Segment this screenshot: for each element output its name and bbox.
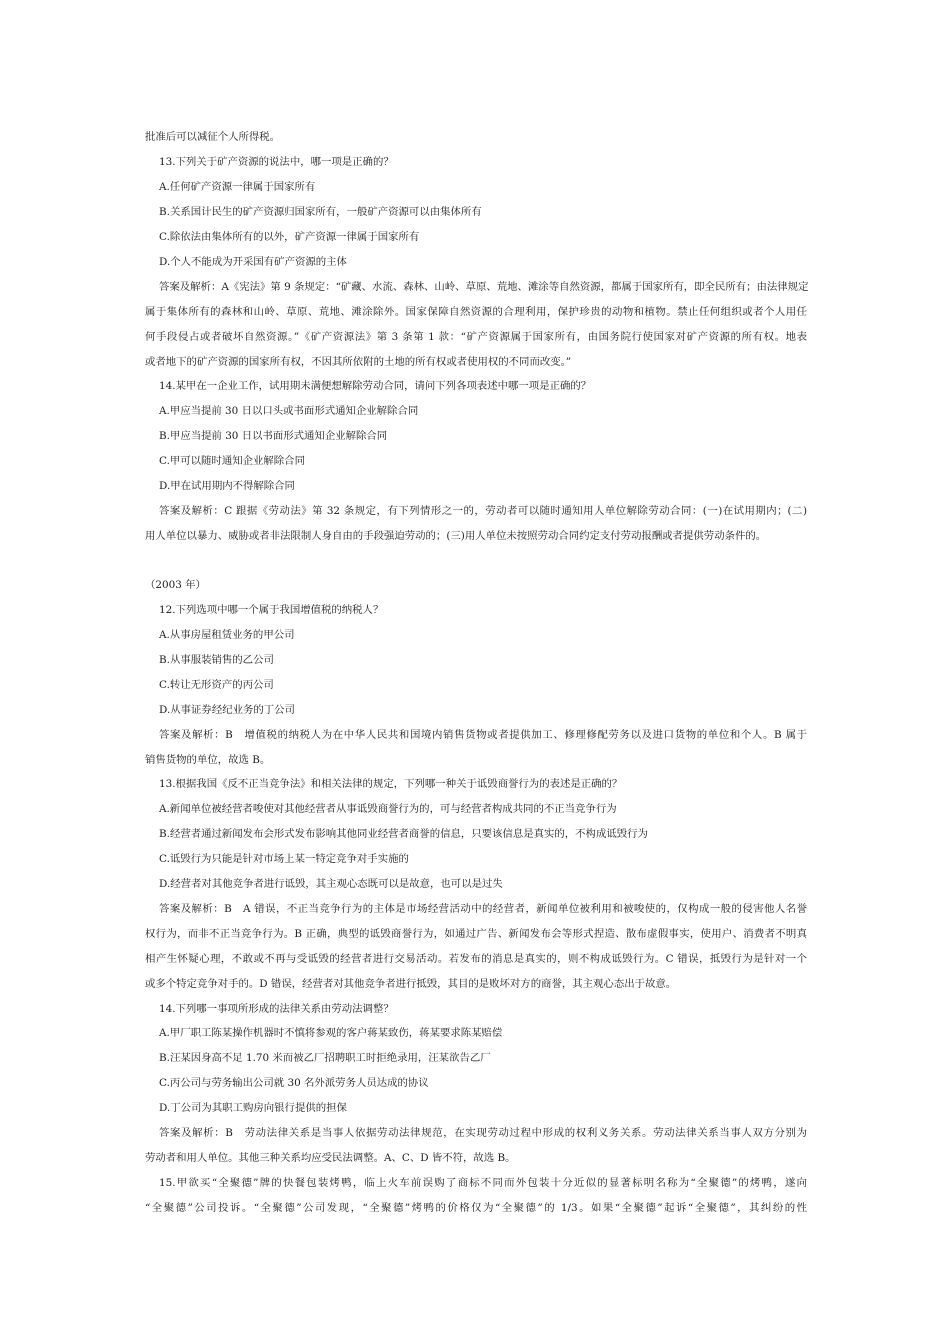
question-heading: 14.下列哪一事项所形成的法律关系由劳动法调整？ [159, 1003, 394, 1015]
paragraph-line: 批准后可以减征个人所得税。 [145, 131, 281, 143]
option-line: A.甲应当提前 30 日以口头或书面形式通知企业解除合同 [159, 405, 419, 417]
option-line: D.从事证券经纪业务的丁公司 [159, 704, 295, 716]
option-line: D.甲在试用期内不得解除合同 [159, 480, 295, 492]
answer-explanation: 答案及解析：A《宪法》第 9 条规定：“矿藏、水流、森林、山岭、草原、荒地、滩涂等自然资源，都属于国家所有，即全民所有；由法律规定 [159, 281, 809, 293]
option-line: A.从事房屋租赁业务的甲公司 [159, 629, 295, 641]
question-heading: 15.甲欲买“全聚德”牌的快餐包装烤鸭，临上火车前误购了商标不同而外包装十分近似的显著标明名称为“全聚德”的烤鸭，遂向 [159, 1177, 807, 1189]
answer-explanation: 答案及解析：B 劳动法律关系是当事人依据劳动法律规范，在实现劳动过程中形成的权利义务关系。劳动法律关系当事人双方分别为 [159, 1127, 807, 1139]
option-line: D.丁公司为其职工购房向银行提供的担保 [159, 1102, 347, 1114]
option-line: B.经营者通过新闻发布会形式发布影响其他同业经营者商誉的信息，只要该信息是真实的，不构成诋毁行为 [159, 828, 648, 840]
answer-explanation: 或多个特定竞争对手的。D 错误，经营者对其他竞争者进行抵毁，其目的是败坏对方的商誉，其主观心态出于故意。 [145, 978, 677, 990]
answer-explanation: 答案及解析：C 跟据《劳动法》第 32 条规定，有下列情形之一的，劳动者可以随时通知用人单位解除劳动合同：(一)在试用期内；(二) [159, 505, 807, 517]
option-line: B.汪某因身高不足 1.70 米而被乙厂招聘职工时拒绝录用，汪某欲告乙厂 [159, 1052, 491, 1064]
option-line: C.转让无形资产的丙公司 [159, 679, 274, 691]
answer-explanation: 属于集体所有的森林和山岭、草原、荒地、滩涂除外。国家保障自然资源的合理利用，保护珍贵的动物和植物。禁止任何组织或者个人用任 [145, 306, 807, 318]
answer-explanation: 销售货物的单位，故选 B。 [145, 754, 271, 766]
question-heading: 12.下列选项中哪一个属于我国增值税的纳税人？ [159, 604, 384, 616]
answer-explanation: 用人单位以暴力、威胁或者非法限制人身自由的手段强迫劳动的；(三)用人单位未按照劳动合同约定支付劳动报酬或者提供劳动条件的。 [145, 530, 767, 542]
option-line: B.从事服装销售的乙公司 [159, 654, 274, 666]
option-line: C.甲可以随时通知企业解除合同 [159, 455, 305, 467]
option-line: C.丙公司与劳务输出公司就 30 名外派劳务人员达成的协议 [159, 1077, 429, 1089]
answer-explanation: 权行为，而非不正当竞争行为。B 正确，典型的诋毁商誉行为，如通过广告、新闻发布会等形式捏造、散布虚假事实，使用户、消费者不明真 [145, 928, 807, 940]
option-line: B.关系国计民生的矿产资源归国家所有，一般矿产资源可以由集体所有 [159, 206, 482, 218]
answer-explanation: 答案及解析：B A 错误，不正当竞争行为的主体是市场经营活动中的经营者，新闻单位被利用和被唆使的，仅构成一般的侵害他人名誉 [159, 903, 807, 915]
question-heading: 13.下列关于矿产资源的说法中，哪一项是正确的？ [159, 156, 394, 168]
answer-explanation: 劳动者和用人单位。其他三种关系均应受民法调整。A、C、D 皆不符，故选 B。 [145, 1152, 516, 1164]
section-year: （2003 年） [145, 579, 206, 591]
option-line: D.个人不能成为开采国有矿产资源的主体 [159, 256, 347, 268]
option-line: A.甲厂职工陈某操作机器时不慎将参观的客户蒋某致伤，蒋某要求陈某赔偿 [159, 1027, 503, 1039]
question-heading: 13.根据我国《反不正当竞争法》和相关法律的规定，下列哪一种关于诋毁商誉行为的表述是正确的？ [159, 778, 623, 790]
answer-explanation: 何手段侵占或者破坏自然资源。”《矿产资源法》第 3 条第 1 款：“矿产资源属于国家所有，由国务院行使国家对矿产资源的所有权。地表 [145, 331, 807, 343]
answer-explanation: 相产生怀疑心理，不敢或不再与受诋毁的经营者进行交易活动。若发布的消息是真实的，则不构成诋毁行为。C 错误，抵毁行为是针对一个 [145, 953, 807, 965]
paragraph-line: “全聚德”公司投诉。“全聚德”公司发现，“全聚德”烤鸭的价格仅为“全聚德”的 1/3。如果“全聚德”起诉“全聚德”，其纠纷的性 [145, 1202, 807, 1214]
option-line: A.任何矿产资源一律属于国家所有 [159, 181, 316, 193]
question-heading: 14.某甲在一企业工作，试用期未满便想解除劳动合同，请问下列各项表述中哪一项是正确的？ [159, 380, 592, 392]
option-line: D.经营者对其他竞争者进行诋毁，其主观心态既可以是故意，也可以是过失 [159, 878, 503, 890]
option-line: C.诋毁行为只能是针对市场上某一特定竞争对手实施的 [159, 853, 409, 865]
answer-explanation: 或者地下的矿产资源的国家所有权，不因其所依附的土地的所有权或者使用权的不同而改变。” [145, 356, 572, 368]
option-line: B.甲应当提前 30 日以书面形式通知企业解除合同 [159, 430, 388, 442]
option-line: C.除依法由集体所有的以外，矿产资源一律属于国家所有 [159, 231, 420, 243]
option-line: A.新闻单位被经营者唆使对其他经营者从事诋毁商誉行为的，可与经营者构成共同的不正当竞争行为 [159, 803, 617, 815]
answer-explanation: 答案及解析：B 增值税的纳税人为在中华人民共和国境内销售货物或者提供加工、修理修配劳务以及进口货物的单位和个人。B 属于 [159, 729, 807, 741]
